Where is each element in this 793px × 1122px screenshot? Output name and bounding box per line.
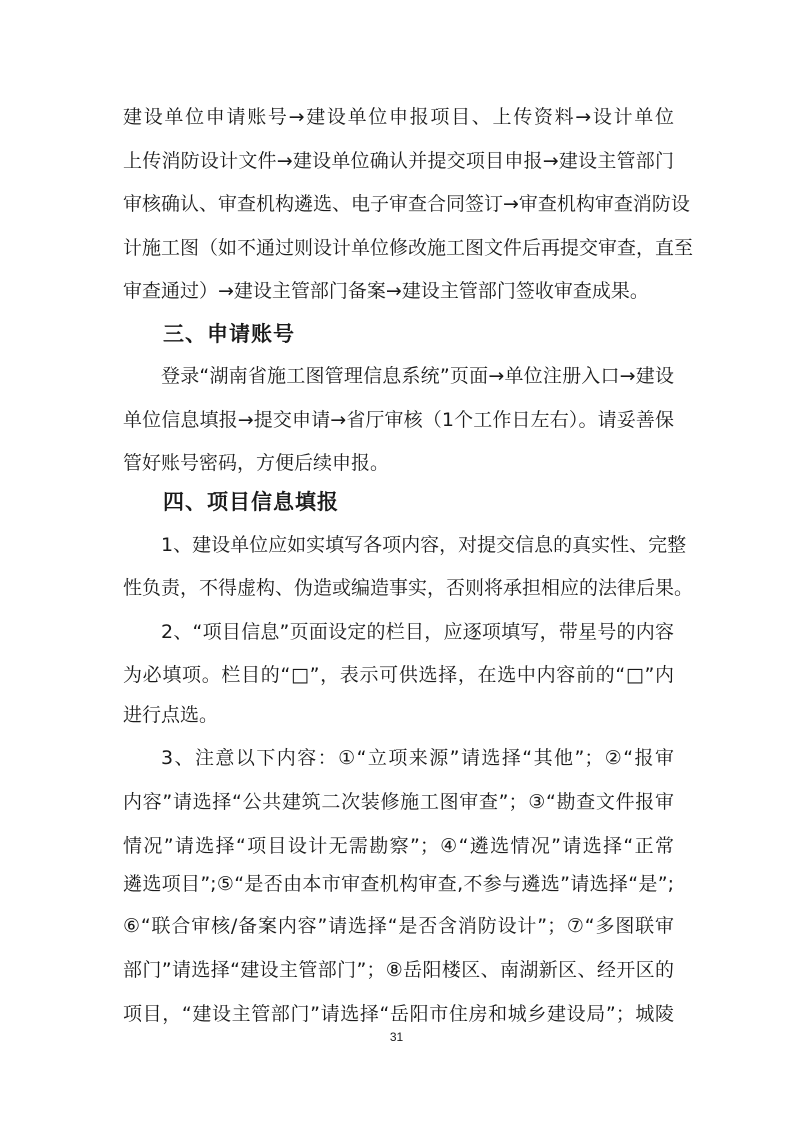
section-heading: 三、申请账号 — [163, 322, 295, 346]
paragraph-line: 部门”请选择“建设主管部门”；⑧岳阳楼区、南湖新区、经开区的 — [123, 959, 674, 981]
paragraph-line: 上传消防设计文件→建设单位确认并提交项目申报→建设主管部门 — [123, 150, 674, 172]
paragraph-line: 计施工图（如不通过则设计单位修改施工图文件后再提交审查，直至 — [123, 237, 694, 259]
section-heading: 四、项目信息填报 — [163, 490, 339, 514]
paragraph-line: 遴选项目”;⑤“是否由本市审查机构审查,不参与遴选”请选择“是”; — [123, 873, 674, 895]
paragraph-line: 内容”请选择“公共建筑二次装修施工图审查”；③“勘查文件报审 — [123, 791, 674, 813]
paragraph-line: 为必填项。栏目的“□”，表示可供选择，在选中内容前的“□”内 — [123, 664, 674, 686]
paragraph-line: 性负责，不得虚构、伪造或编造事实，否则将承担相应的法律后果。 — [123, 577, 694, 599]
paragraph-line: 1、建设单位应如实填写各项内容，对提交信息的真实性、完整 — [161, 534, 687, 556]
page-number: 31 — [389, 1030, 404, 1044]
paragraph-line: 2、“项目信息”页面设定的栏目，应逐项填写，带星号的内容 — [161, 621, 674, 643]
paragraph-line: 建设单位申请账号→建设单位申报项目、上传资料→设计单位 — [123, 106, 674, 128]
paragraph-line: 3、注意以下内容：①“立项来源”请选择“其他”；②“报审 — [161, 747, 674, 769]
paragraph-line: 管好账号密码，方便后续申报。 — [123, 452, 390, 474]
paragraph-line: 情况”请选择“项目设计无需勘察”；④“遴选情况”请选择“正常 — [123, 835, 674, 857]
paragraph-line: ⑥“联合审核/备案内容”请选择“是否含消防设计”；⑦“多图联审 — [123, 915, 674, 937]
paragraph-line: 单位信息填报→提交申请→省厅审核（1个工作日左右）。请妥善保 — [123, 409, 674, 431]
paragraph-line: 进行点选。 — [123, 704, 219, 726]
paragraph-line: 项目，“建设主管部门”请选择“岳阳市住房和城乡建设局”；城陵 — [123, 1003, 674, 1025]
paragraph-line: 审查通过）→建设主管部门备案→建设主管部门签收审查成果。 — [123, 280, 649, 302]
paragraph-line: 登录“湖南省施工图管理信息系统”页面→单位注册入口→建设 — [161, 365, 674, 387]
paragraph-line: 审核确认、审查机构遴选、电子审查合同签订→审查机构审查消防设 — [123, 193, 690, 215]
